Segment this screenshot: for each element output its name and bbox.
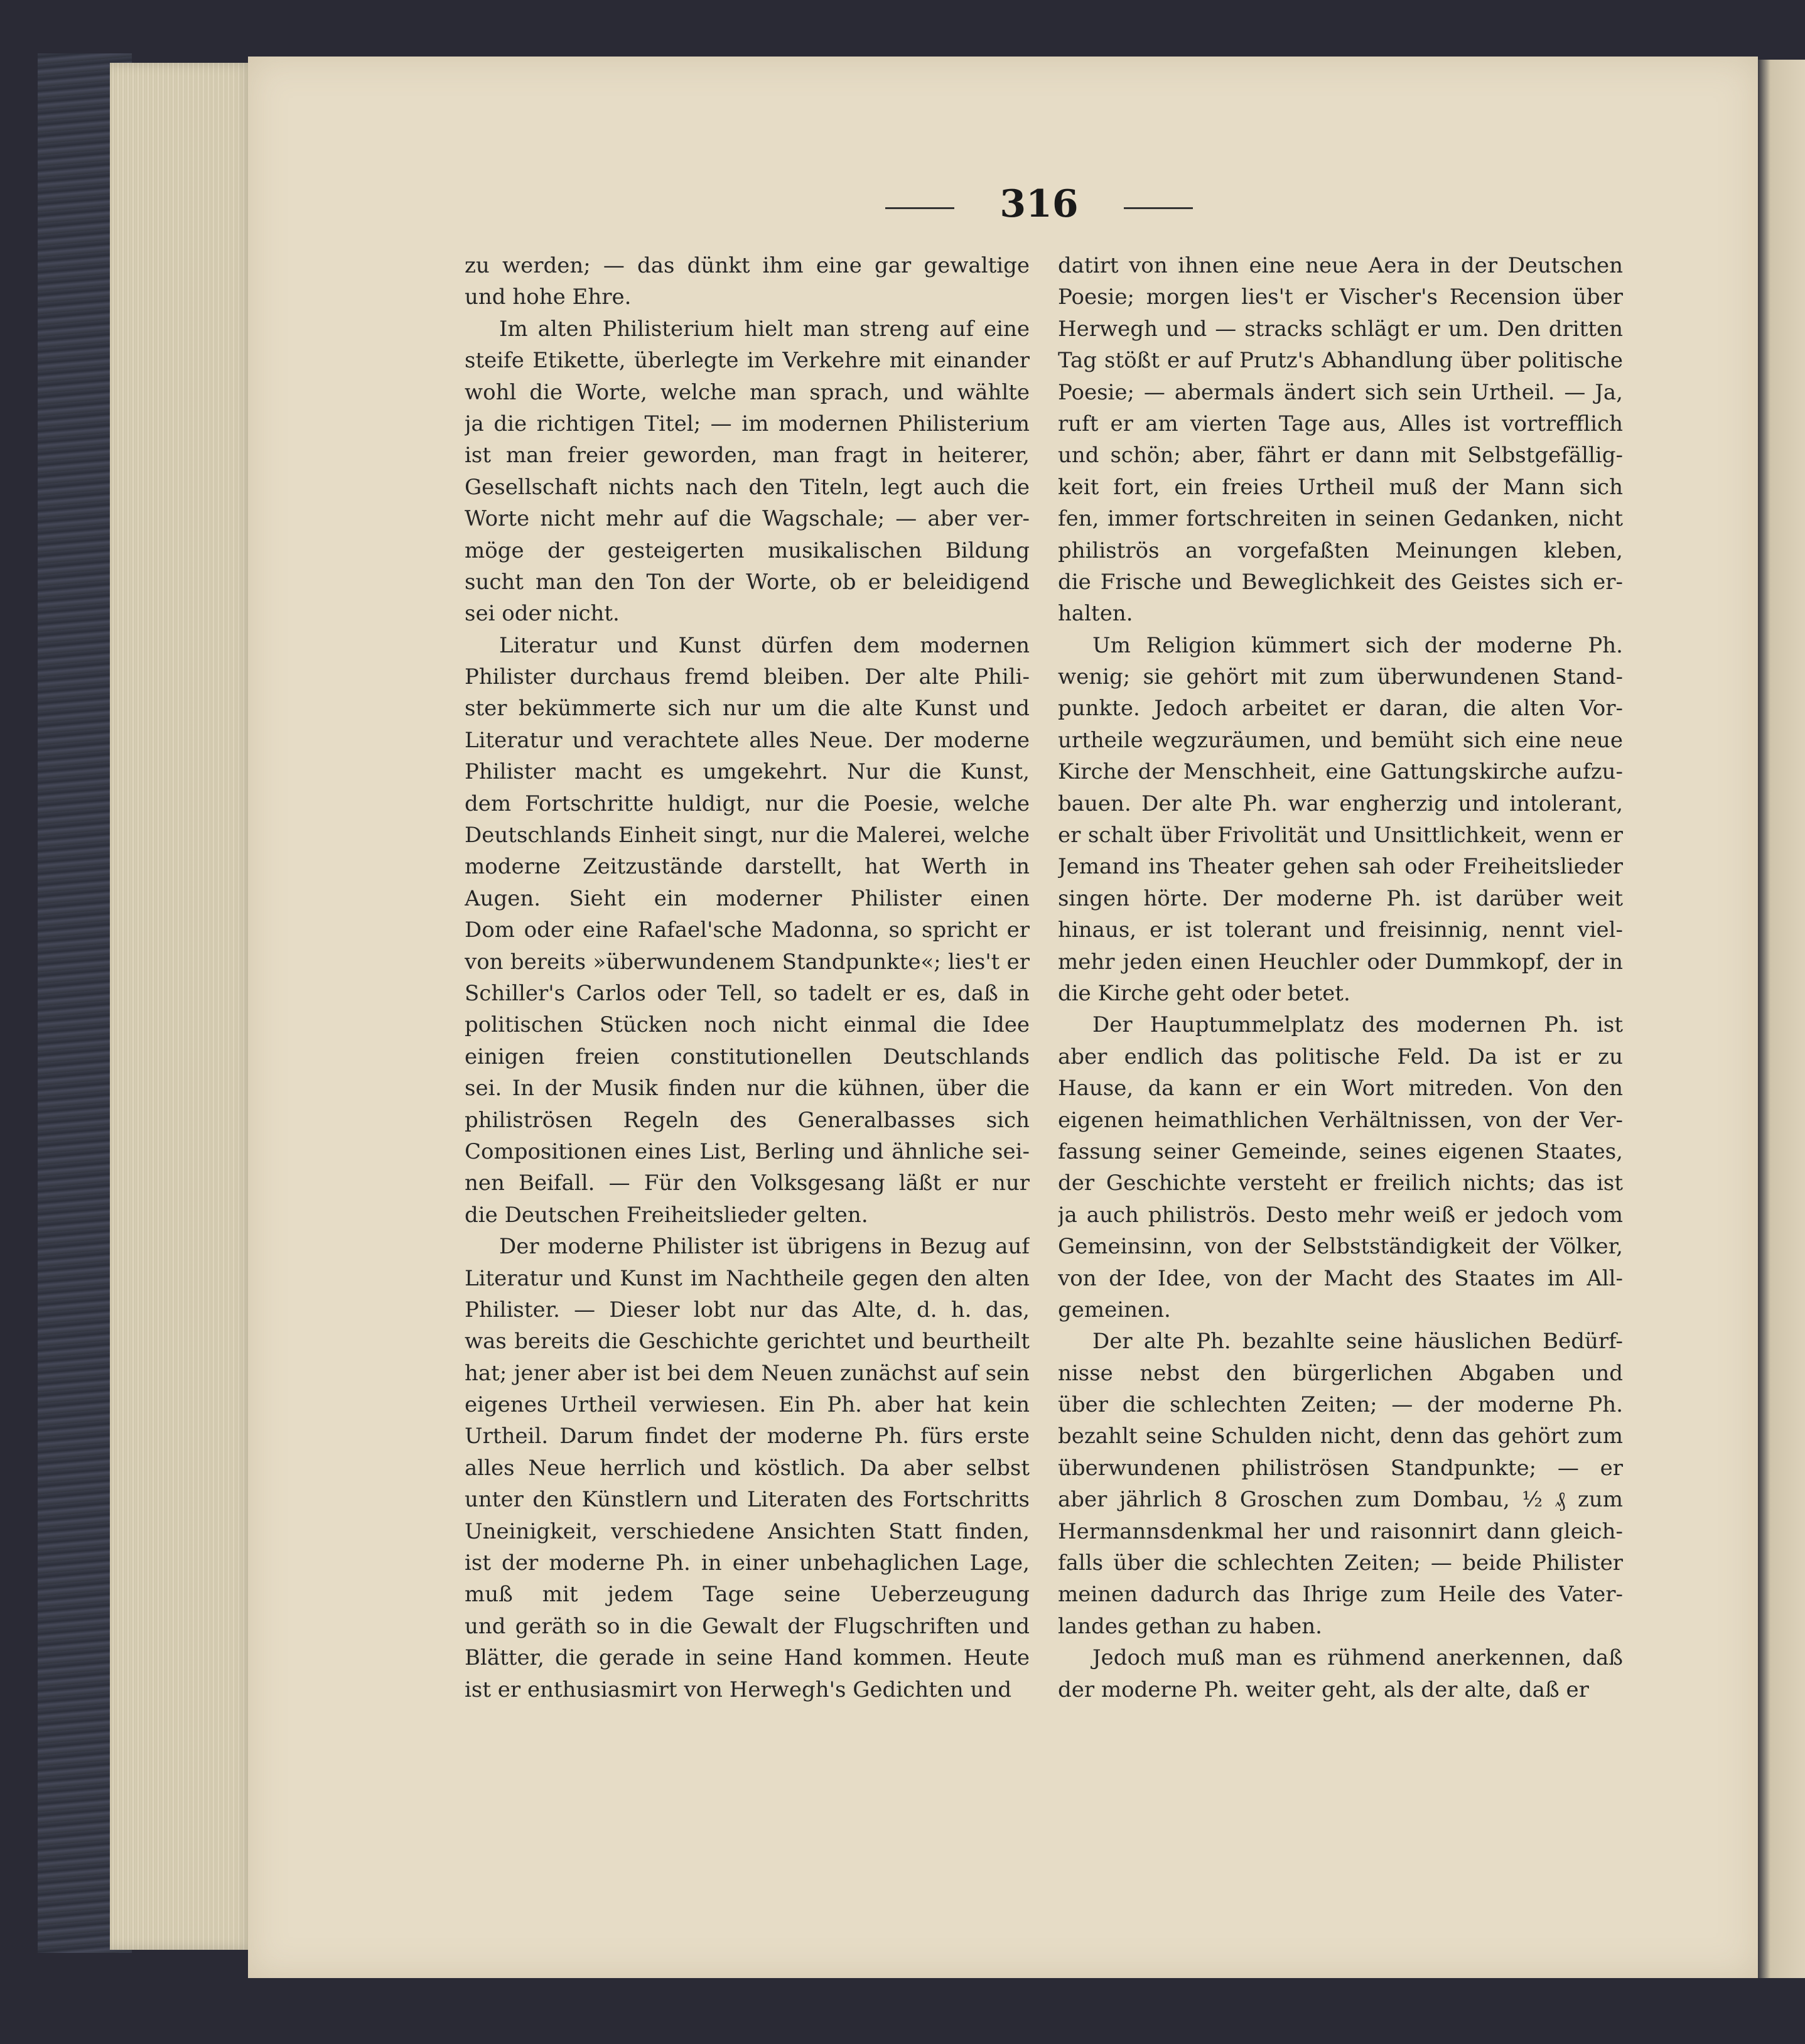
text-line: muß mit jedem Tage seine Ueberzeugung [465,1582,1030,1608]
text-line: philiströsen Regeln des Generalbasses sich [465,1107,1030,1133]
page-header [885,182,1199,232]
text-line: fen, immer fortschreiten in seinen Gedanken, nicht [1058,506,1623,532]
text-line: Literatur und verachtete alles Neue. Der moderne [465,727,1030,753]
text-line: ist er enthusiasmirt von Herwegh's Gedichten und [465,1677,1012,1702]
text-line: keit fort, ein freies Urtheil muß der Mann sich [1058,474,1623,500]
text-line: Uneinigkeit, verschiedene Ansichten Statt finden, [465,1518,1030,1544]
text-line: Herwegh und — stracks schlägt er um. Den dritten [1058,316,1623,342]
text-line: einigen freien constitutionellen Deutschlands [465,1044,1030,1069]
text-line: ist der moderne Ph. in einer unbehaglichen Lage, [465,1550,1030,1576]
text-line: Tag stößt er auf Prutz's Abhandlung über politische [1058,348,1623,374]
text-line: unter den Künstlern und Literaten des Fortschritts [465,1487,1030,1513]
text-line: hinaus, er ist tolerant und freisinnig, nennt viel- [1058,917,1623,943]
text-line: falls über die schlechten Zeiten; — beide Philister [1058,1550,1623,1576]
left-text-column [465,250,1030,1706]
text-line: von bereits »überwundenem Standpunkte«; lies't er [465,949,1030,975]
text-line: Philister. — Dieser lobt nur das Alte, d. h. das, [465,1297,1030,1322]
text-line: über die schlechten Zeiten; — der moderne Ph. [1058,1392,1623,1418]
text-line: halten. [1058,601,1133,627]
text-line: ruft er am vierten Tage aus, Alles ist vortrefflich [1058,411,1623,436]
text-line: aber jährlich 8 Groschen zum Dombau, ½ ₰ zum [1058,1487,1623,1513]
text-line: Dom oder eine Rafael'sche Madonna, so spricht er [465,917,1030,943]
text-line: Philister durchaus fremd bleiben. Der alte Phili- [465,664,1030,690]
text-line: Der alte Ph. bezahlte seine häuslichen Bedürf- [1092,1329,1623,1355]
text-line: moderne Zeitzustände darstellt, hat Werth in [465,854,1030,880]
text-line: Kirche der Menschheit, eine Gattungskirche aufzu- [1058,759,1623,785]
text-line: nisse nebst den bürgerlichen Abgaben und [1058,1360,1623,1386]
text-line: Um Religion kümmert sich der moderne Ph. [1092,632,1623,658]
text-line: Gemeinsinn, von der Selbstständigkeit der Völker, [1058,1234,1623,1260]
text-line: Poesie; morgen lies't er Vischer's Recension über [1058,284,1623,310]
text-line: der Geschichte versteht er freilich nichts; das ist [1058,1171,1623,1196]
text-line: Poesie; — abermals ändert sich sein Urtheil. — Ja, [1058,379,1623,405]
text-line: dem Fortschritte huldigt, nur die Poesie, welche [465,791,1030,816]
text-line: Jemand ins Theater gehen sah oder Freiheitslieder [1058,854,1623,880]
text-line: Compositionen eines List, Berling und ähnliche sei- [465,1138,1030,1164]
text-line: Im alten Philisterium hielt man streng auf eine [499,316,1030,342]
text-line: Philister macht es umgekehrt. Nur die Kunst, [465,759,1030,785]
text-line: die Deutschen Freiheitslieder gelten. [465,1202,868,1228]
adjacent-page-edge [1758,60,1805,1978]
text-line: ster bekümmerte sich nur um die alte Kunst und [465,696,1030,722]
right-text-column [1058,250,1623,1706]
text-line: der moderne Ph. weiter geht, als der alte, daß er [1058,1677,1589,1702]
page-number: 316 [999,182,1079,226]
text-line: bezahlt seine Schulden nicht, denn das gehört zum [1058,1424,1623,1449]
text-line: Der moderne Philister ist übrigens in Bezug auf [499,1234,1030,1260]
text-line: eigenen heimathlichen Verhältnissen, von der Ver- [1058,1107,1623,1133]
text-line: Augen. Sieht ein moderner Philister einen [465,885,1030,911]
text-line: meinen dadurch das Ihrige zum Heile des Vater- [1058,1582,1623,1608]
text-line: ist man freier geworden, man fragt in heiterer, [465,443,1030,468]
text-line: zu werden; — das dünkt ihm eine gar gewaltige [465,253,1030,278]
text-line: Der Hauptummelplatz des modernen Ph. ist [1092,1012,1623,1038]
text-line: Jedoch muß man es rühmend anerkennen, daß [1092,1645,1623,1671]
text-line: sucht man den Ton der Worte, ob er beleidigend [465,569,1030,595]
text-line: punkte. Jedoch arbeitet er daran, die alten Vor- [1058,696,1623,722]
text-line: wenig; sie gehört mit zum überwundenen Stand- [1058,664,1623,690]
text-line: nen Beifall. — Für den Volksgesang läßt er nur [465,1171,1030,1196]
text-line: Deutschlands Einheit singt, nur die Malerei, welche [465,823,1030,848]
header-rule-right [1124,207,1193,209]
text-line: Literatur und Kunst im Nachtheile gegen den alten [465,1265,1030,1291]
text-line: fassung seiner Gemeinde, seines eigenen Staates, [1058,1138,1623,1164]
text-line: und hohe Ehre. [465,284,632,310]
text-line: sei. In der Musik finden nur die kühnen, über die [465,1076,1030,1101]
text-line: überwundenen philiströsen Standpunkte; — er [1058,1455,1623,1481]
text-line: philiströs an vorgefaßten Meinungen kleben, [1058,538,1623,563]
text-line: Schiller's Carlos oder Tell, so tadelt er es, daß in [465,980,1030,1006]
text-line: ja die richtigen Titel; — im modernen Philisterium [465,411,1030,436]
text-line: die Kirche geht oder betet. [1058,980,1350,1006]
text-line: sei oder nicht. [465,601,620,627]
text-line: und geräth so in die Gewalt der Flugschriften und [465,1613,1030,1639]
text-line: politischen Stücken noch nicht einmal die Idee [465,1012,1030,1038]
text-line: landes gethan zu haben. [1058,1613,1322,1639]
text-line: von der Idee, von der Macht des Staates im All- [1058,1265,1623,1291]
text-line: Worte nicht mehr auf die Wagschale; — aber ver- [465,506,1030,532]
text-line: gemeinen. [1058,1297,1171,1322]
text-line: alles Neue herrlich und köstlich. Da aber selbst [465,1455,1030,1481]
text-line: ja auch philiströs. Desto mehr weiß er jedoch vom [1058,1202,1623,1228]
text-line: Literatur und Kunst dürfen dem modernen [499,632,1030,658]
text-line: und schön; aber, fährt er dann mit Selbstgefällig- [1058,443,1623,468]
text-line: datirt von ihnen eine neue Aera in der Deutschen [1058,253,1623,278]
text-line: Hermannsdenkmal her und raisonnirt dann gleich- [1058,1518,1623,1544]
text-line: bauen. Der alte Ph. war engherzig und intolerant, [1058,791,1623,816]
text-line: Blätter, die gerade in seine Hand kommen. Heute [465,1645,1030,1671]
text-line: hat; jener aber ist bei dem Neuen zunächst auf sein [465,1360,1030,1386]
text-line: was bereits die Geschichte gerichtet und beurtheilt [465,1329,1030,1355]
text-line: wohl die Worte, welche man sprach, und wählte [465,379,1030,405]
page-stack-edge [110,63,254,1950]
text-line: eigenes Urtheil verwiesen. Ein Ph. aber hat kein [465,1392,1030,1418]
text-line: mehr jeden einen Heuchler oder Dummkopf, der in [1058,949,1623,975]
text-line: Gesellschaft nichts nach den Titeln, legt auch die [465,474,1030,500]
text-line: Urtheil. Darum findet der moderne Ph. fürs erste [465,1424,1030,1449]
text-line: Hause, da kann er ein Wort mitreden. Von den [1058,1076,1623,1101]
text-line: er schalt über Frivolität und Unsittlichkeit, wenn er [1058,823,1623,848]
text-line: urtheile wegzuräumen, und bemüht sich eine neue [1058,727,1623,753]
text-line: steife Etikette, überlegte im Verkehre mit einander [465,348,1030,374]
text-line: aber endlich das politische Feld. Da ist er zu [1058,1044,1623,1069]
text-line: möge der gesteigerten musikalischen Bildung [465,538,1030,563]
text-line: singen hörte. Der moderne Ph. ist darüber weit [1058,885,1623,911]
text-line: die Frische und Beweglichkeit des Geistes sich er- [1058,569,1623,595]
